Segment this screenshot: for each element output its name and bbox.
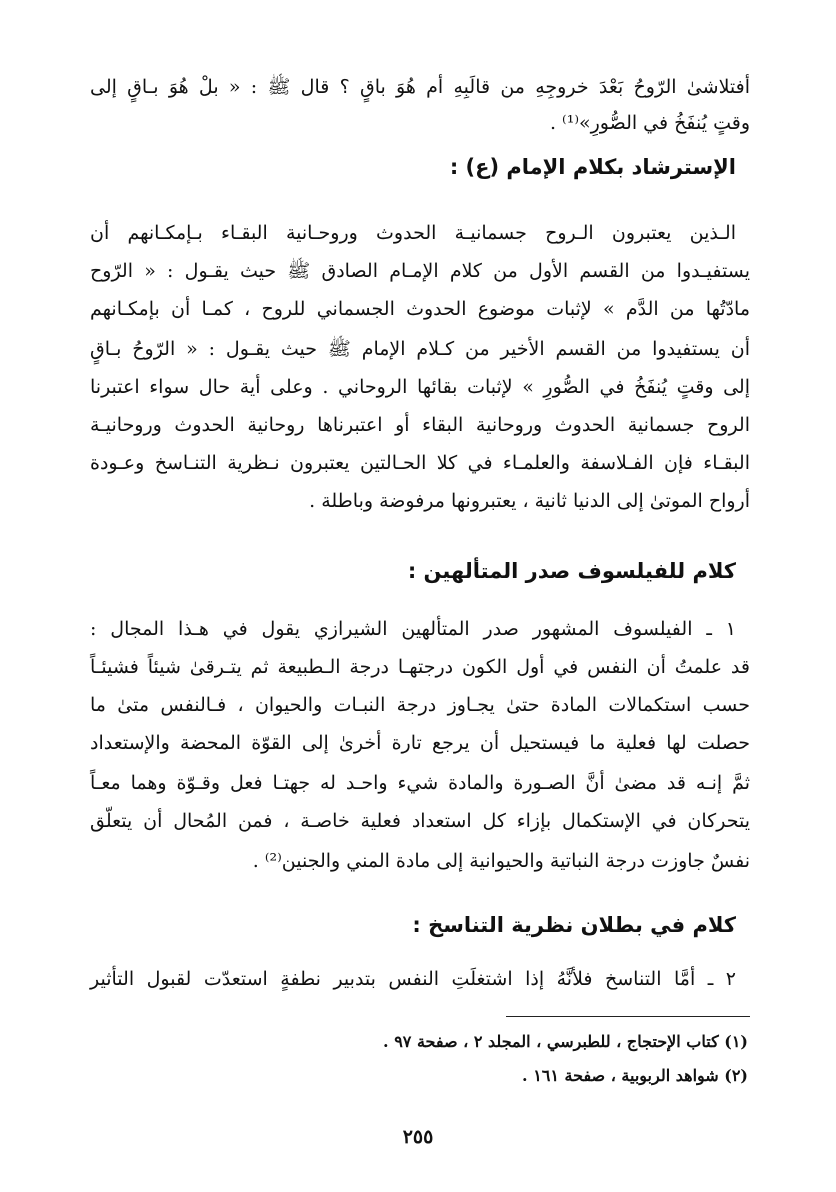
- section-1-line-8: أرواح الموتىٰ إلى الدنيا ثانية ، يعتبرونها مرفوضة وباطلة .: [309, 490, 750, 512]
- section-1-line-1: الـذين يعتبرون الـروح جسمانيـة الحدوث وروحـانية البقـاء بـإمكـانهم أن: [90, 222, 736, 244]
- section-1-line-7: البقـاء فإن الفـلاسفة والعلمـاء في كلا الحـالتين يعتبرون نـظرية التنـاسخ وعـودة: [90, 452, 750, 474]
- section-3-line-1: ٢ ـ أمَّا التناسخ فلأنَّهُ إذا اشتغلَتِ النفس بتدبير نطفةٍ استعدّت لقبول التأثير: [90, 968, 736, 990]
- heading-imam-guidance: الإسترشاد بكلام الإمام (ع) :: [449, 155, 736, 179]
- section-2-line-3: حسب استكمالات المادة حتىٰ يجـاوز درجة النبـات والحيوان ، فـالنفس متىٰ ما: [90, 694, 750, 716]
- intro-line-1: أفتلاشىٰ الرّوحُ بَعْدَ خروجِهِ من قالَبِهِ أم هُوَ باقٍ ؟ قال ﷺ : « بلْ هُوَ بـاقٍ إلى: [90, 76, 750, 98]
- section-2-line-5: ثمَّ إنـه قد مضىٰ أنَّ الصـورة والمادة شيء واحـد له جهتـا فعل وقـوّة وهما معـاً: [90, 772, 750, 794]
- section-2-line-7: نفسٌ جاوزت درجة النباتية والحيوانية إلى مادة المني والجنين⁽²⁾ .: [252, 850, 750, 872]
- section-1-line-6: الروح جسمانية الحدوث وروحانية البقاء أو اعتبرناها روحانية الحدوث وروحانيـة: [90, 414, 750, 436]
- heading-transmigration: كلام في بطلان نظرية التناسخ :: [412, 913, 736, 937]
- footnote-divider: [506, 1016, 750, 1017]
- section-2-line-2: قد علمتُ أن النفس في أول الكون درجتهـا درجة الـطبيعة ثم يتـرقىٰ شيئاً فشيئـاً: [90, 656, 750, 678]
- intro-line-2: وقتٍ يُنفَخُ في الصُّورِ»⁽¹⁾ .: [549, 112, 750, 134]
- section-1-line-2: يستفيـدوا من القسم الأول من كلام الإمـام الصادق ﷺ حيث يقـول : « الرّوح: [90, 260, 750, 282]
- section-2-line-1: ١ ـ الفيلسوف المشهور صدر المتألهين الشيرازي يقول في هـذا المجال :: [90, 618, 736, 640]
- footnote-1: (١) كتاب الإحتجاج ، للطبرسي ، المجلد ٢ ، صفحة ٩٧ .: [383, 1032, 748, 1051]
- heading-mulla-sadra: كلام للفيلسوف صدر المتألهين :: [407, 559, 736, 583]
- section-1-line-4: أن يستفيدوا من القسم الأخير من كـلام الإمام ﷺ حيث يقـول : « الرّوحُ بـاقٍ: [90, 338, 750, 360]
- page-number: ٢٥٥: [402, 1126, 434, 1148]
- section-1-line-3: مادّتُها من الدَّم » لإثبات موضوع الحدوث الجسماني للروح ، كمـا أن بإمكـانهم: [90, 298, 750, 320]
- section-2-line-4: حصلت لها فعلية ما فيستحيل أن يرجع تارة أخرىٰ إلى القوّة المحضة والإستعداد: [90, 732, 750, 754]
- section-2-line-6: يتحركان في الإستكمال بإزاء كل استعداد فعلية خاصـة ، فمن المُحال أن يتعلّق: [90, 810, 750, 832]
- section-1-line-5: إلى وقتٍ يُنفَخُ في الصُّورِ » لإثبات بقائها الروحاني . وعلى أية حال سواء اعتبرنا: [90, 376, 750, 398]
- footnote-2: (٢) شواهد الربوبية ، صفحة ١٦١ .: [522, 1066, 748, 1085]
